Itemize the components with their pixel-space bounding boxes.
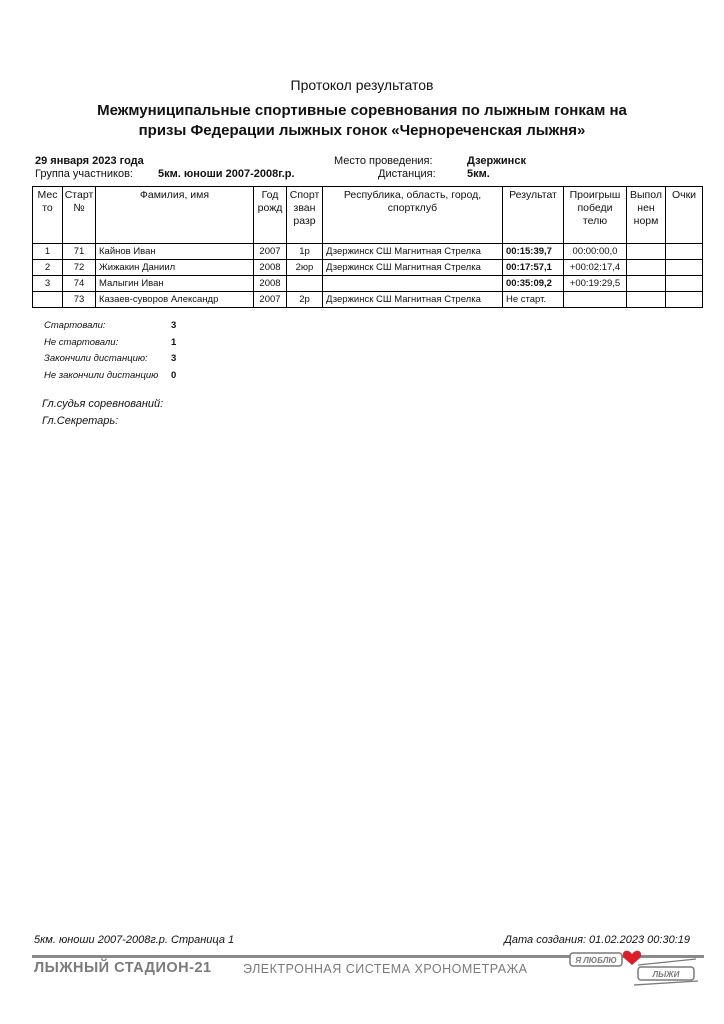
header-start: Старт № — [63, 187, 96, 244]
footer-brand-sub: ЭЛЕКТРОННАЯ СИСТЕМА ХРОНОМЕТРАЖА — [243, 962, 528, 976]
cell-rank: 1р — [287, 244, 323, 260]
cell-name: Жижакин Даниил — [96, 260, 254, 276]
cell-place: 3 — [33, 276, 63, 292]
cell-lag — [564, 292, 627, 308]
cell-place — [33, 292, 63, 308]
header-rank: Спорт зван разр — [287, 187, 323, 244]
header-points: Очки — [666, 187, 703, 244]
stat-not-finished-label: Не закончили дистанцию — [44, 370, 159, 381]
cell-rank: 2р — [287, 292, 323, 308]
venue-label: Место проведения: — [334, 155, 433, 167]
stat-finished-label: Закончили дистанцию: — [44, 353, 148, 364]
stat-finished-value: 3 — [171, 353, 177, 364]
cell-points — [666, 244, 703, 260]
stat-started-value: 3 — [171, 320, 177, 331]
results-table — [32, 186, 703, 308]
cell-region: Дзержинск СШ Магнитная Стрелка — [323, 292, 503, 308]
table-row — [33, 276, 703, 292]
logo-text-bottom: ЛЫЖИ — [652, 970, 680, 979]
header-name: Фамилия, имя — [96, 187, 254, 244]
table-row — [33, 292, 703, 308]
heart-icon — [623, 951, 641, 965]
cell-region: Дзержинск СШ Магнитная Стрелка — [323, 260, 503, 276]
header-year: Год рожд — [254, 187, 287, 244]
distance-label: Дистанция: — [378, 168, 436, 180]
cell-lag: 00:00:00,0 — [564, 244, 627, 260]
cell-start: 71 — [63, 244, 96, 260]
cell-start: 73 — [63, 292, 96, 308]
stat-not-started-value: 1 — [171, 337, 177, 348]
competition-name — [0, 101, 724, 141]
cell-region: Дзержинск СШ Магнитная Стрелка — [323, 244, 503, 260]
ski-line-icon — [638, 959, 696, 965]
cell-start: 74 — [63, 276, 96, 292]
cell-points — [666, 292, 703, 308]
cell-norm — [627, 276, 666, 292]
competition-name-line-1: Межмуниципальные спортивные соревнования по лыжным гонкам на — [97, 102, 627, 119]
footer-creation-date: Дата создания: 01.02.2023 00:30:19 — [504, 934, 690, 946]
cell-norm — [627, 292, 666, 308]
table-row — [33, 260, 703, 276]
cell-name: Малыгин Иван — [96, 276, 254, 292]
cell-rank: 2юр — [287, 260, 323, 276]
cell-lag: +00:19:29,5 — [564, 276, 627, 292]
chief-secretary-label: Гл.Секретарь: — [42, 415, 119, 427]
competition-name-line-2: призы Федерации лыжных гонок «Чернореченская лыжня» — [138, 122, 586, 139]
stat-started-label: Стартовали: — [44, 320, 106, 331]
cell-lag: +00:02:17,4 — [564, 260, 627, 276]
group-label: Группа участников: — [35, 168, 133, 180]
document-title: Протокол результатов — [290, 77, 434, 93]
table-header-row — [33, 187, 703, 244]
stat-not-finished-value: 0 — [171, 370, 177, 381]
header-result: Результат — [503, 187, 564, 244]
header-place: Мес то — [33, 187, 63, 244]
chief-judge-label: Гл.судья соревнований: — [42, 398, 164, 410]
cell-points — [666, 260, 703, 276]
stat-not-started-label: Не стартовали: — [44, 337, 119, 348]
cell-result: 00:17:57,1 — [503, 260, 564, 276]
cell-year: 2007 — [254, 292, 287, 308]
cell-year: 2007 — [254, 244, 287, 260]
distance-value: 5км. — [467, 168, 490, 180]
table-row — [33, 244, 703, 260]
cell-result: Не старт. — [503, 292, 564, 308]
cell-points — [666, 276, 703, 292]
cell-name: Кайнов Иван — [96, 244, 254, 260]
logo-text-top: Я ЛЮБЛЮ — [575, 956, 617, 965]
footer-page-info: 5км. юноши 2007-2008г.р. Страница 1 — [34, 934, 235, 946]
cell-year: 2008 — [254, 276, 287, 292]
i-love-skiing-logo-icon — [568, 947, 702, 987]
header-region: Республика, область, город, спортклуб — [323, 187, 503, 244]
cell-region — [323, 276, 503, 292]
cell-result: 00:35:09,2 — [503, 276, 564, 292]
header-norm: Выпол нен норм — [627, 187, 666, 244]
cell-rank — [287, 276, 323, 292]
ski-line-icon — [634, 981, 698, 985]
cell-year: 2008 — [254, 260, 287, 276]
header-lag: Проигрыш победи телю — [564, 187, 627, 244]
cell-start: 72 — [63, 260, 96, 276]
venue-value: Дзержинск — [467, 155, 526, 167]
competition-date: 29 января 2023 года — [35, 155, 144, 167]
cell-place: 1 — [33, 244, 63, 260]
cell-norm — [627, 260, 666, 276]
footer-brand-main: ЛЫЖНЫЙ СТАДИОН-21 — [34, 960, 212, 976]
cell-norm — [627, 244, 666, 260]
group-value: 5км. юноши 2007-2008г.р. — [158, 168, 295, 180]
cell-name: Казаев-суворов Александр — [96, 292, 254, 308]
cell-place: 2 — [33, 260, 63, 276]
cell-result: 00:15:39,7 — [503, 244, 564, 260]
